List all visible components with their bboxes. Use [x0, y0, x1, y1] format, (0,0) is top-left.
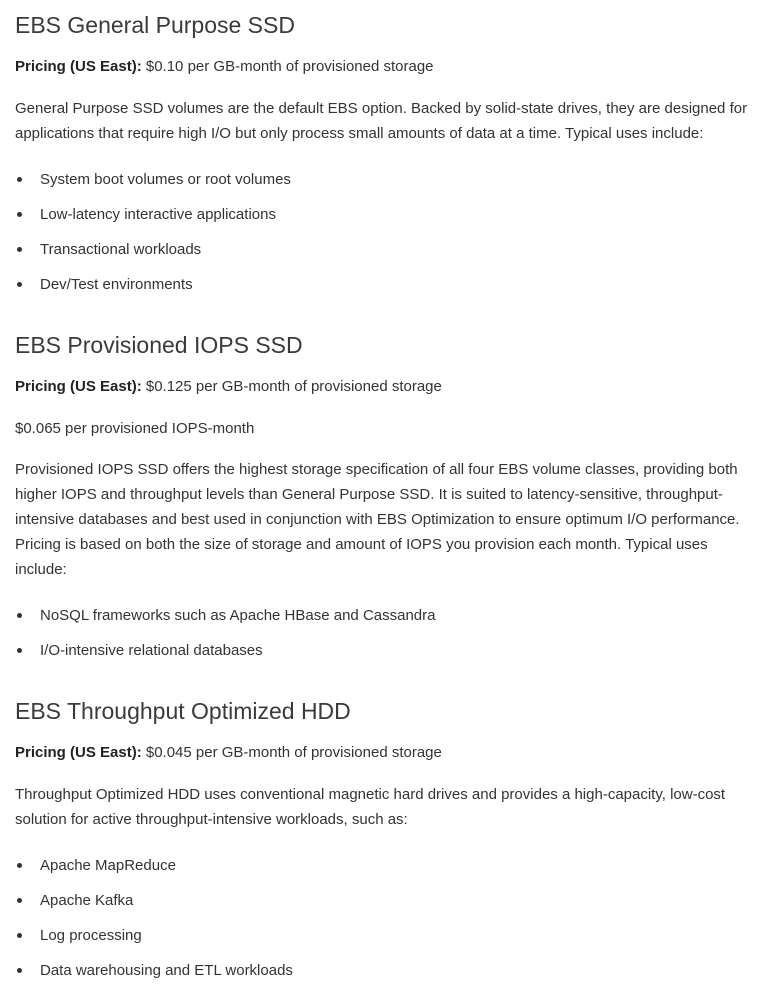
uses-list [15, 167, 291, 297]
list-item-text: NoSQL frameworks such as Apache HBase and Cassandra [40, 607, 436, 624]
pricing-label: Pricing (US East): [15, 744, 142, 761]
list-item [15, 272, 291, 297]
list-item [15, 853, 293, 878]
section-description: Provisioned IOPS SSD offers the highest storage specification of all four EBS volume classes, providing both higher IOPS and throughput levels than General Purpose SSD. It is suited to latency-sensitive, throughput-intensive databases and best used in conjunction with EBS Optimization to ensure optimum I/O performance. Pricing is based on both the size of storage and amount of IOPS you provision each month. Typical uses include: [15, 461, 740, 578]
bullet-icon [17, 898, 22, 903]
list-item-text: Apache Kafka [40, 892, 134, 909]
list-item [15, 603, 435, 628]
list-item [15, 167, 291, 192]
list-item [15, 958, 293, 983]
list-item [15, 638, 435, 663]
list-item [15, 237, 291, 262]
list-item-text: Low-latency interactive applications [40, 206, 276, 223]
section-heading: EBS General Purpose SSD [15, 12, 295, 38]
bullet-icon [17, 177, 22, 182]
iops-pricing-line: $0.065 per provisioned IOPS-month [15, 420, 255, 437]
list-item-text: Log processing [40, 927, 142, 944]
uses-list [15, 853, 293, 983]
bullet-icon [17, 212, 22, 217]
bullet-icon [17, 282, 22, 287]
pricing-line [15, 374, 442, 399]
list-item-text: I/O-intensive relational databases [40, 642, 263, 659]
bullet-icon [17, 933, 22, 938]
section-heading: EBS Provisioned IOPS SSD [15, 332, 303, 358]
list-item-text: Transactional workloads [40, 241, 202, 258]
bullet-icon [17, 648, 22, 653]
bullet-icon [17, 968, 22, 973]
bullet-icon [17, 863, 22, 868]
list-item [15, 888, 293, 913]
bullet-icon [17, 613, 22, 618]
section-description: Throughput Optimized HDD uses conventional magnetic hard drives and provides a high-capacity, low-cost solution for active throughput-intensive workloads, such as: [15, 786, 726, 828]
section-description: General Purpose SSD volumes are the default EBS option. Backed by solid-state drives, they are designed for applications that require high I/O but only process small amounts of data at a time. Typical uses include: [15, 100, 748, 142]
pricing-value: $0.045 per GB-month of provisioned storage [145, 744, 442, 761]
list-item [15, 202, 291, 227]
pricing-line [15, 740, 442, 765]
section-heading: EBS Throughput Optimized HDD [15, 698, 351, 724]
uses-list [15, 603, 435, 663]
pricing-value: $0.125 per GB-month of provisioned storage [145, 378, 442, 395]
list-item-text: Apache MapReduce [40, 857, 176, 874]
pricing-line [15, 54, 434, 79]
pricing-value: $0.10 per GB-month of provisioned storage [145, 58, 434, 75]
list-item-text: Data warehousing and ETL workloads [40, 962, 293, 979]
bullet-icon [17, 247, 22, 252]
pricing-label: Pricing (US East): [15, 378, 142, 395]
pricing-label: Pricing (US East): [15, 58, 142, 75]
list-item-text: Dev/Test environments [40, 276, 193, 293]
list-item-text: System boot volumes or root volumes [40, 171, 291, 188]
list-item [15, 923, 293, 948]
